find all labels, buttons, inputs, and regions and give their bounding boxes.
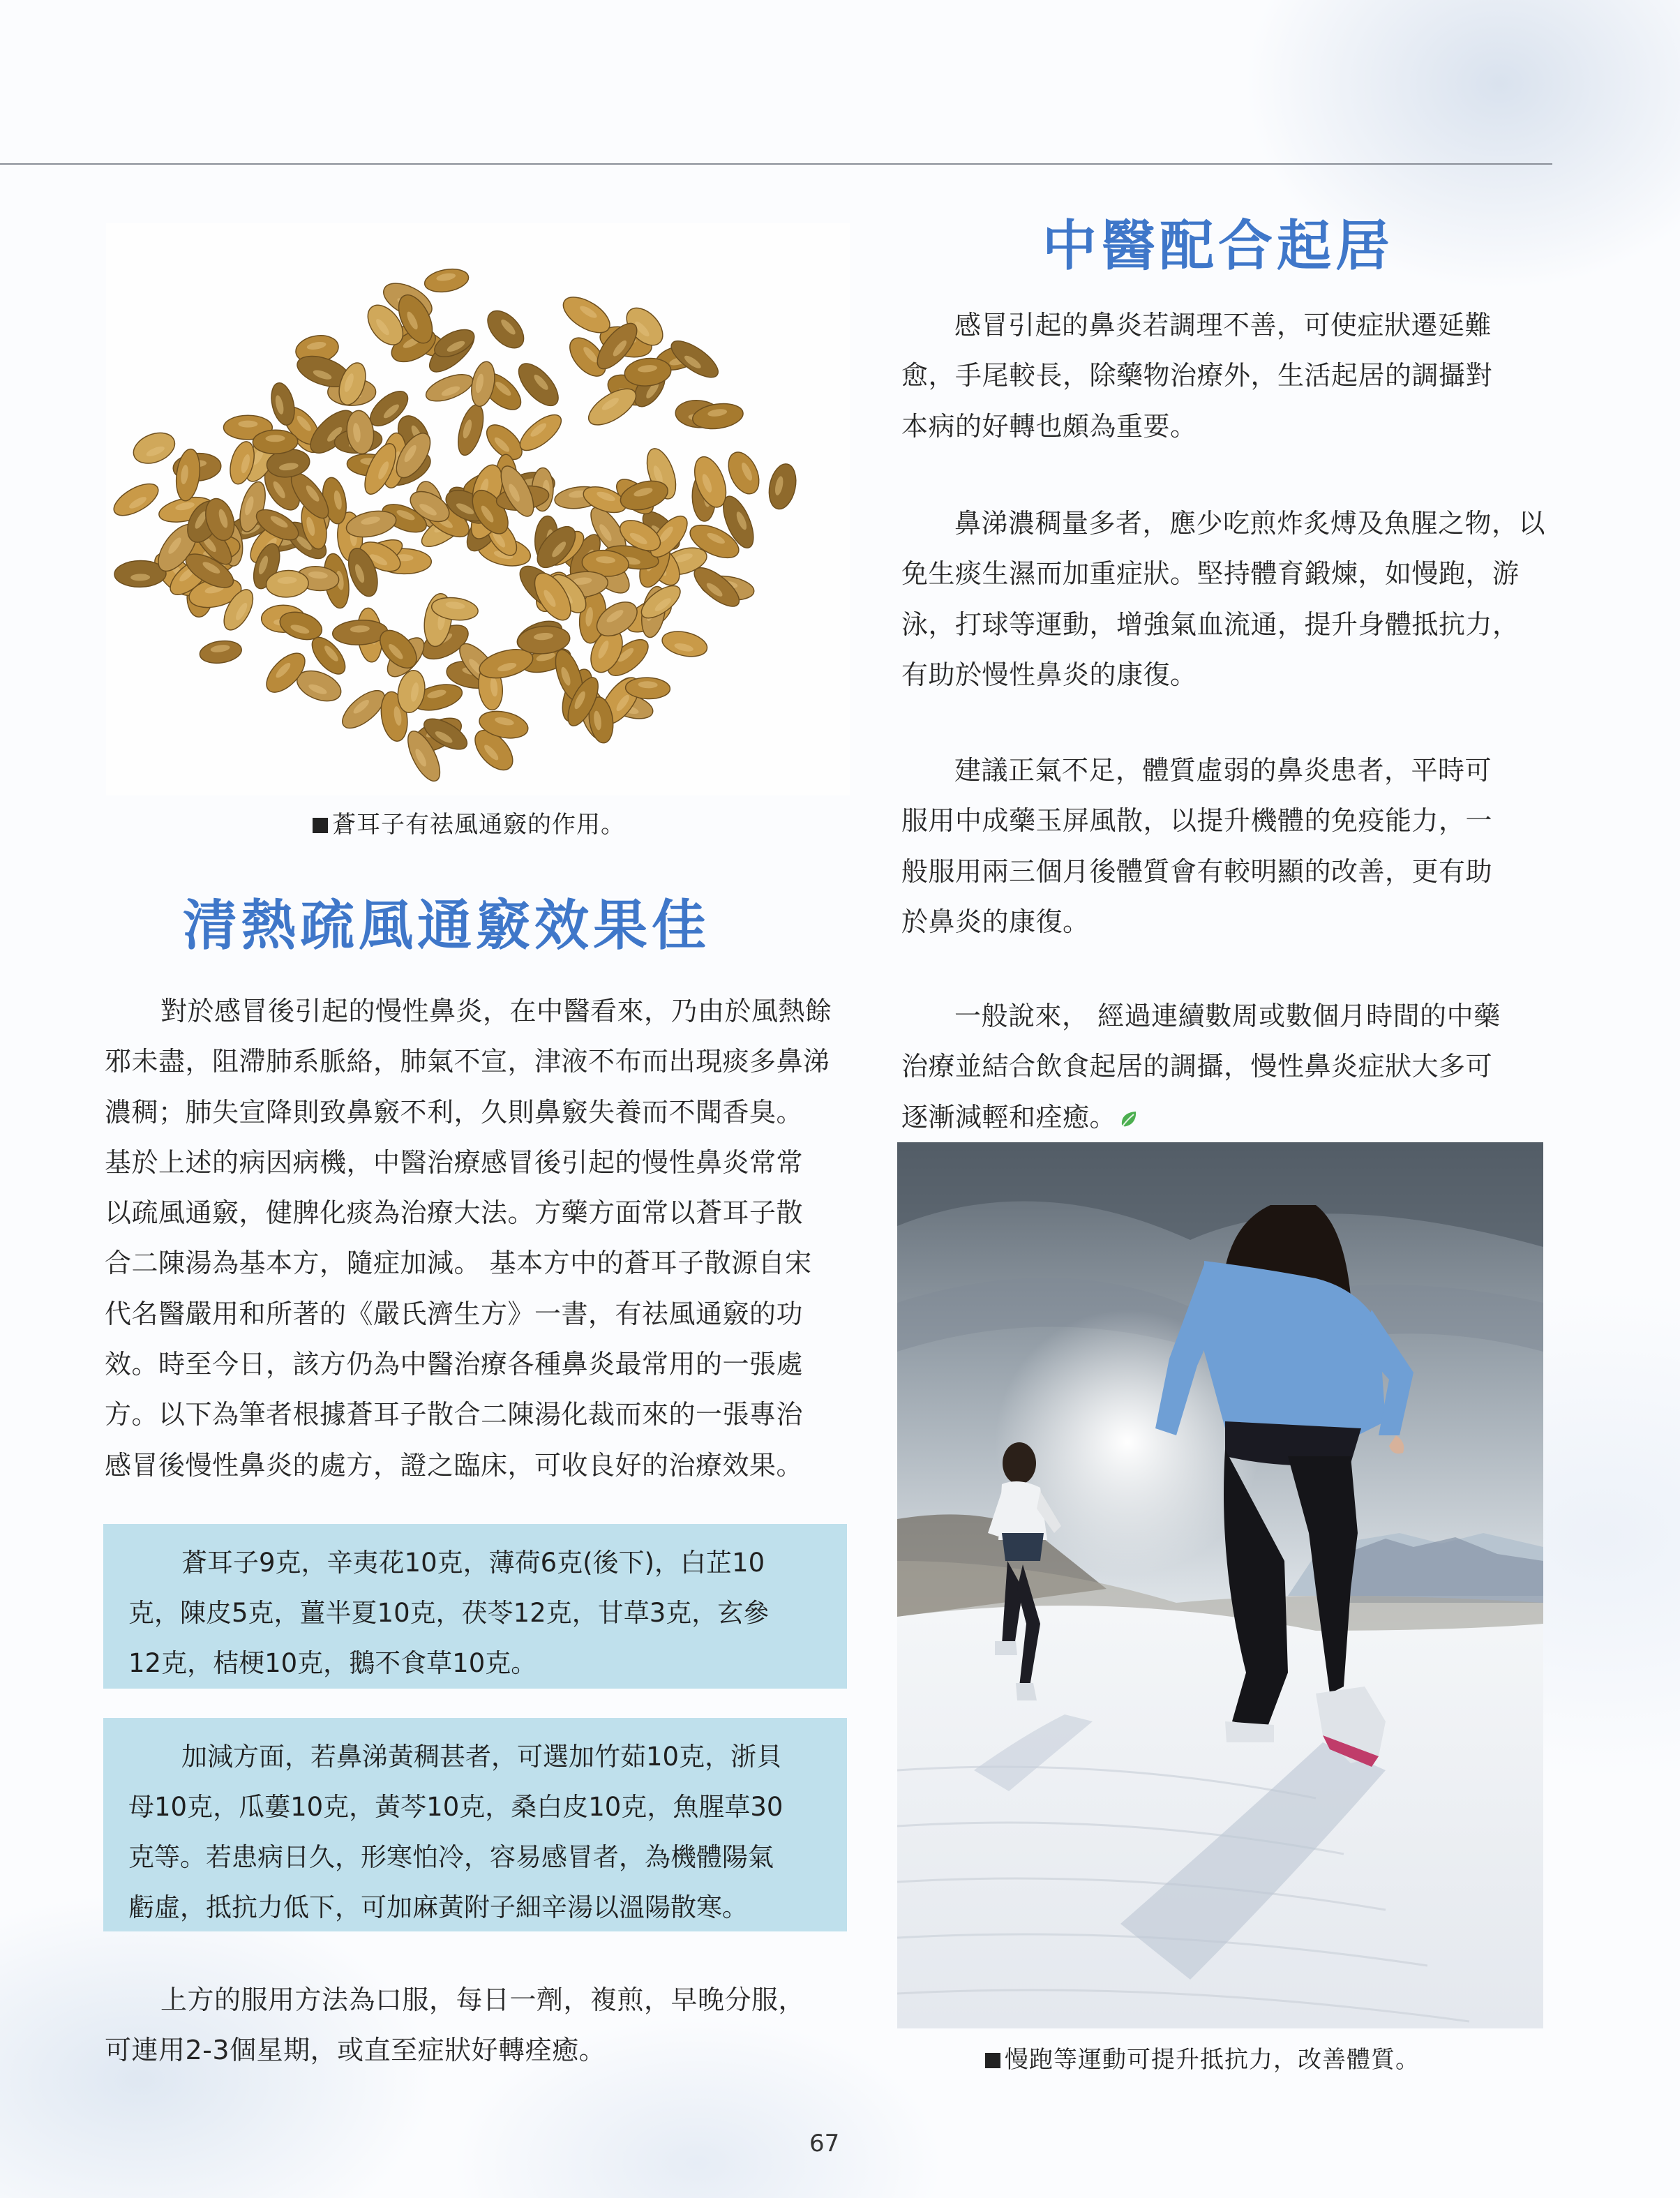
text-line: 邪未盡，阻滯肺系脈絡，肺氣不宣，津液不布而出現痰多鼻涕 <box>105 1046 830 1077</box>
modification-box <box>103 1718 847 1931</box>
box-line: 母10克，瓜蔞10克，黃芩10克，桑白皮10克，魚腥草30 <box>128 1792 783 1822</box>
text-line: 服用中成藥玉屏風散，以提升機體的免疫能力，一 <box>901 805 1493 837</box>
text-line: 建議正氣不足，體質虛弱的鼻炎患者，平時可 <box>954 755 1492 786</box>
text-line: 效。時至今日，該方仍為中醫治療各種鼻炎最常用的一張處 <box>105 1349 804 1380</box>
text-line: 般服用兩三個月後體質會有較明顯的改善，更有助 <box>901 855 1493 887</box>
right-paragraph-2 <box>901 498 1557 700</box>
text-line: 免生痰生濕而加重症狀。堅持體育鍛煉，如慢跑，游 <box>901 558 1520 590</box>
text-line: 治療並結合飲食起居的調攝，慢性鼻炎症狀大多可 <box>901 1051 1493 1082</box>
text-line: 一般說來， 經過連續數周或數個月時間的中藥 <box>954 1001 1501 1031</box>
text-line: 濃稠；肺失宣降則致鼻竅不利，久則鼻竅失養而不聞香臭。 <box>105 1096 804 1128</box>
running-illustration <box>897 1142 1543 2028</box>
box-line: 蒼耳子9克，辛夷花10克，薄荷6克(後下)，白芷10 <box>181 1548 765 1578</box>
text-line: 於鼻炎的康復。 <box>901 906 1090 937</box>
text-line: 感冒後慢性鼻炎的處方，證之臨床，可收良好的治療效果。 <box>105 1449 804 1481</box>
text-line: 本病的好轉也頗為重要。 <box>901 410 1197 442</box>
seeds-photo-caption: 蒼耳子有祛風通竅的作用。 <box>313 805 625 839</box>
right-paragraph-4 <box>901 991 1557 1142</box>
left-main-paragraph <box>105 986 858 1490</box>
text-line: 基於上述的病因病機，中醫治療感冒後引起的慢性鼻炎常常 <box>105 1146 804 1178</box>
box-line: 虧虛，抵抗力低下，可加麻黃附子細辛湯以溫陽散寒。 <box>128 1892 748 1922</box>
caption-square-icon <box>985 2053 1000 2068</box>
header-rule <box>0 163 1552 165</box>
xanthium-seeds-photo <box>106 223 850 795</box>
right-section-heading: 中醫配合起居 <box>1042 215 1395 278</box>
box-line: 12克，桔梗10克，鵝不食草10克。 <box>128 1648 537 1678</box>
seed <box>109 477 163 521</box>
seed <box>198 638 243 666</box>
text-line: 對於感冒後引起的慢性鼻炎，在中醫看來，乃由於風熱餘 <box>160 996 832 1026</box>
text-line: 以疏風通竅，健脾化痰為治療大法。方藥方面常以蒼耳子散 <box>105 1197 804 1229</box>
text-line: 方。以下為筆者根據蒼耳子散合二陳湯化裁而來的一張專治 <box>105 1399 804 1430</box>
text-line-end: 逐漸減輕和痊癒。 <box>901 1101 1117 1132</box>
seed <box>481 304 530 354</box>
seed <box>453 402 488 458</box>
seeds-illustration <box>106 223 850 795</box>
left-section-heading: 清熱疏風通竅效果佳 <box>183 895 711 957</box>
seed <box>423 369 477 407</box>
text-line <box>901 1092 1557 1142</box>
box-line: 克，陳皮5克，薑半夏10克，茯苓12克，甘草3克，玄參 <box>128 1598 770 1628</box>
text-line: 泳，打球等運動，增強氣血流通，提升身體抵抗力， <box>901 608 1520 640</box>
running-photo-caption: 慢跑等運動可提升抵抗力，改善體質。 <box>985 2040 1420 2074</box>
running-in-snow-photo <box>897 1142 1543 2028</box>
prescription-box <box>103 1524 847 1689</box>
seed <box>423 266 470 295</box>
text-line: 合二陳湯為基本方，隨症加減。 基本方中的蒼耳子散源自宋 <box>105 1248 812 1279</box>
seed <box>765 461 800 511</box>
seed <box>514 409 567 457</box>
text-line: 代名醫嚴用和所著的《嚴氏濟生方》一書，有祛風通竅的功 <box>105 1298 804 1329</box>
right-paragraph-1 <box>901 300 1557 451</box>
page-number: 67 <box>809 2130 840 2158</box>
usage-paragraph <box>105 1975 858 2076</box>
box-line: 克等。若患病日久，形寒怕冷，容易感冒者，為機體陽氣 <box>128 1842 774 1872</box>
text-line: 可連用2-3個星期，或直至症狀好轉痊癒。 <box>105 2035 606 2066</box>
seed <box>660 627 710 660</box>
right-paragraph-3 <box>901 745 1557 947</box>
seed <box>174 448 202 502</box>
text-line: 上方的服用方法為口服，每日一劑，複煎，早晚分服， <box>160 1984 806 2015</box>
text-line: 有助於慢性鼻炎的康復。 <box>901 659 1197 690</box>
box-line: 加減方面，若鼻涕黃稠甚者，可選加竹茹10克，浙貝 <box>181 1742 783 1772</box>
seed <box>129 427 179 469</box>
leaf-icon <box>1119 1109 1139 1129</box>
seed <box>253 430 298 454</box>
text-line: 感冒引起的鼻炎若調理不善，可使症狀遷延難 <box>954 310 1492 341</box>
caption-square-icon <box>313 818 328 833</box>
seed <box>722 447 765 498</box>
text-line: 愈，手尾較長，除藥物治療外，生活起居的調攝對 <box>901 360 1493 391</box>
text-line: 鼻涕濃稠量多者，應少吃煎炸炙煿及魚腥之物，以 <box>954 508 1546 539</box>
